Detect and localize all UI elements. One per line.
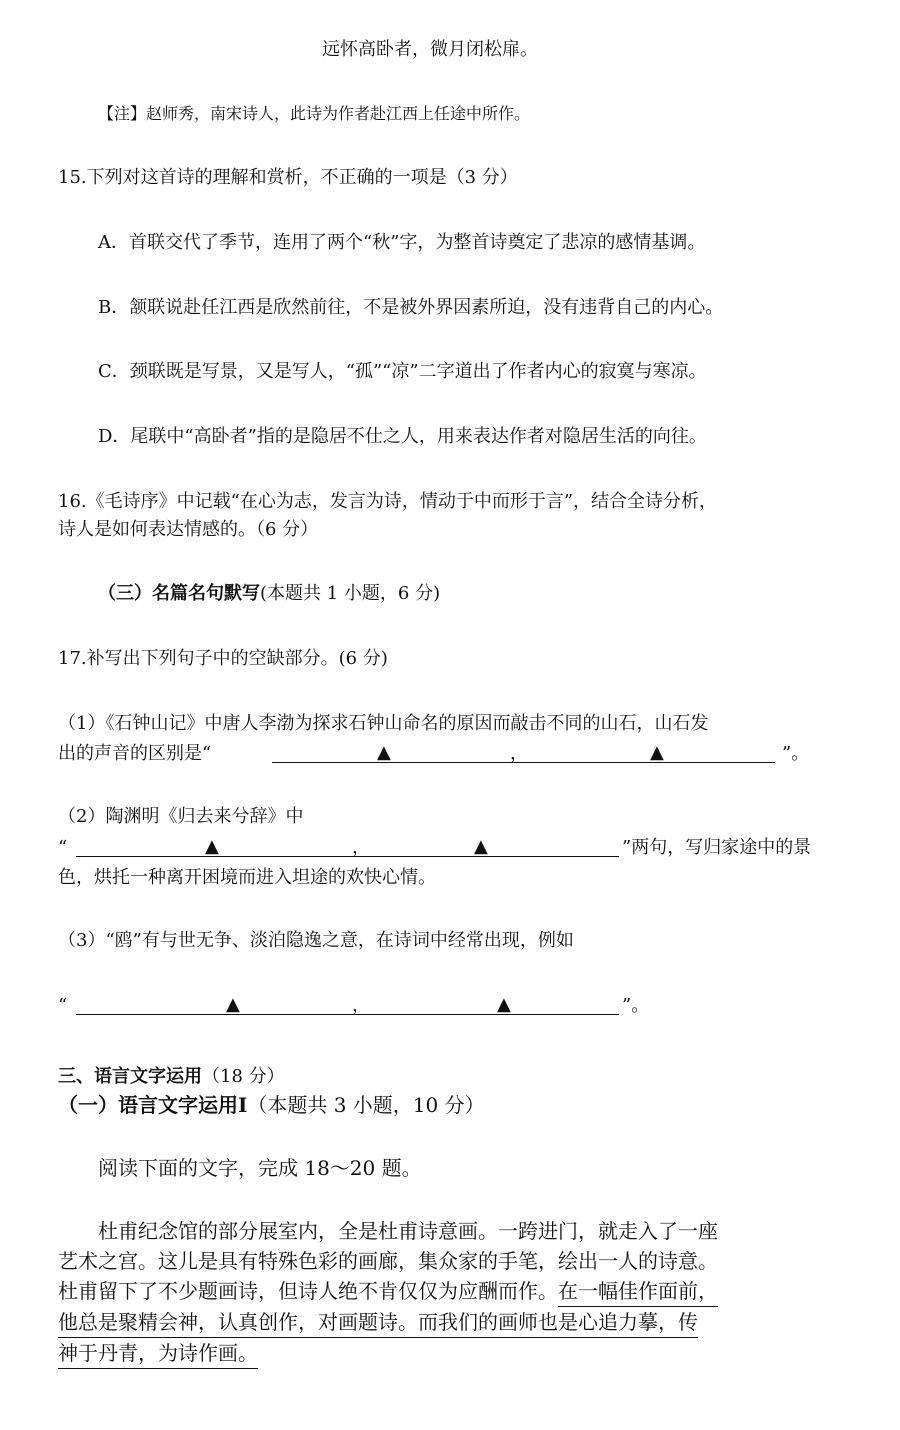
blank-comma: ，	[352, 837, 370, 858]
blank-comma: ，	[352, 995, 370, 1016]
question-16-line-1: 16.《毛诗序》中记载“在心为志，发言为诗，情动于中而形于言”，结合全诗分析，	[58, 491, 718, 512]
reading-instruction: 阅读下面的文字，完成 18～20 题。	[98, 1156, 422, 1180]
passage-line-1: 杜甫纪念馆的部分展室内，全是杜甫诗意画。一跨进门，就走入了一座	[98, 1219, 718, 1243]
question-17-stem: 17.补写出下列句子中的空缺部分。(6 分)	[58, 648, 388, 669]
underlined-sentence-middle: 他总是聚精会神，认真创作，对画题诗。而我们的画师也是心追力摹，传	[58, 1310, 698, 1338]
subsection-1-meta: （本题共 3 小题，10 分）	[247, 1093, 485, 1117]
q17-part-3-open-quote: “	[58, 995, 68, 1016]
q17-part-3-blank[interactable]	[76, 1014, 619, 1015]
question-15-option-d: D．尾联中“高卧者”指的是隐居不仕之人，用来表达作者对隐居生活的向往。	[98, 426, 707, 447]
section-3-meta: (本题共 1 小题，6 分)	[260, 583, 441, 604]
q17-part-1-close: ”。	[782, 743, 810, 764]
part-3-heading	[58, 1065, 285, 1089]
q17-part-1-line-2: 出的声音的区别是“	[58, 743, 212, 764]
blank-marker-icon: ▲	[497, 994, 511, 1015]
blank-marker-icon: ▲	[474, 836, 488, 857]
passage-line-2: 艺术之宫。这儿是具有特殊色彩的画廊，集众家的手笔，绘出一人的诗意。	[58, 1249, 718, 1273]
blank-marker-icon: ▲	[226, 994, 240, 1015]
part-3-title: 三、语言文字运用	[58, 1066, 202, 1087]
q17-part-1-line-1: （1）《石钟山记》中唐人李渤为探求石钟山命名的原因而敲击不同的山石，山石发	[58, 713, 709, 734]
q17-part-2-line-3: 色，烘托一种离开困境而进入坦途的欢快心情。	[58, 867, 436, 888]
subsection-1-heading	[58, 1093, 485, 1117]
section-3-title: （三）名篇名句默写	[98, 583, 260, 604]
blank-marker-icon: ▲	[205, 836, 219, 857]
passage-line-3-plain: 杜甫留下了不少题画诗，但诗人绝不肯仅仅为应酬而作。	[58, 1279, 558, 1303]
underlined-sentence-end: 神于丹青，为诗作画。	[58, 1341, 258, 1369]
passage-line-4	[58, 1310, 698, 1334]
question-15-option-c: C．颈联既是写景，又是写人，“孤”“凉”二字道出了作者内心的寂寞与寒凉。	[98, 361, 707, 382]
q17-part-2-open-quote: “	[58, 837, 68, 858]
q17-part-3-line-1: （3）“鸥”有与世无争、淡泊隐逸之意，在诗词中经常出现，例如	[58, 930, 574, 951]
question-15-option-a: A．首联交代了季节，连用了两个“秋”字，为整首诗奠定了悲凉的感情基调。	[98, 232, 706, 253]
q17-part-2-suffix: ”两句，写归家途中的景	[622, 837, 812, 858]
question-16-line-2: 诗人是如何表达情感的。（6 分）	[58, 519, 319, 540]
poem-last-line: 远怀高卧者，微月闭松扉。	[322, 39, 538, 60]
question-15-option-b: B．颔联说赴任江西是欣然前往，不是被外界因素所迫，没有违背自己的内心。	[98, 297, 724, 318]
subsection-1-title: （一）语言文字运用Ⅰ	[58, 1093, 248, 1117]
part-3-score: （18 分）	[202, 1066, 285, 1087]
blank-marker-icon: ▲	[377, 742, 391, 763]
q17-part-2-line-1: （2）陶渊明《归去来兮辞》中	[58, 806, 304, 827]
section-3-heading	[98, 582, 440, 606]
poem-note: 【注】赵师秀，南宋诗人，此诗为作者赴江西上任途中所作。	[98, 104, 531, 123]
blank-comma: ，	[510, 743, 528, 764]
passage-line-3	[58, 1279, 718, 1303]
q17-part-3-close: ”。	[622, 995, 650, 1016]
q17-part-2-blank[interactable]	[76, 856, 619, 857]
underlined-sentence-start: 在一幅佳作面前，	[558, 1279, 718, 1307]
blank-marker-icon: ▲	[650, 742, 664, 763]
question-15-stem: 15.下列对这首诗的理解和赏析，不正确的一项是（3 分）	[58, 167, 518, 188]
passage-line-5	[58, 1341, 258, 1365]
